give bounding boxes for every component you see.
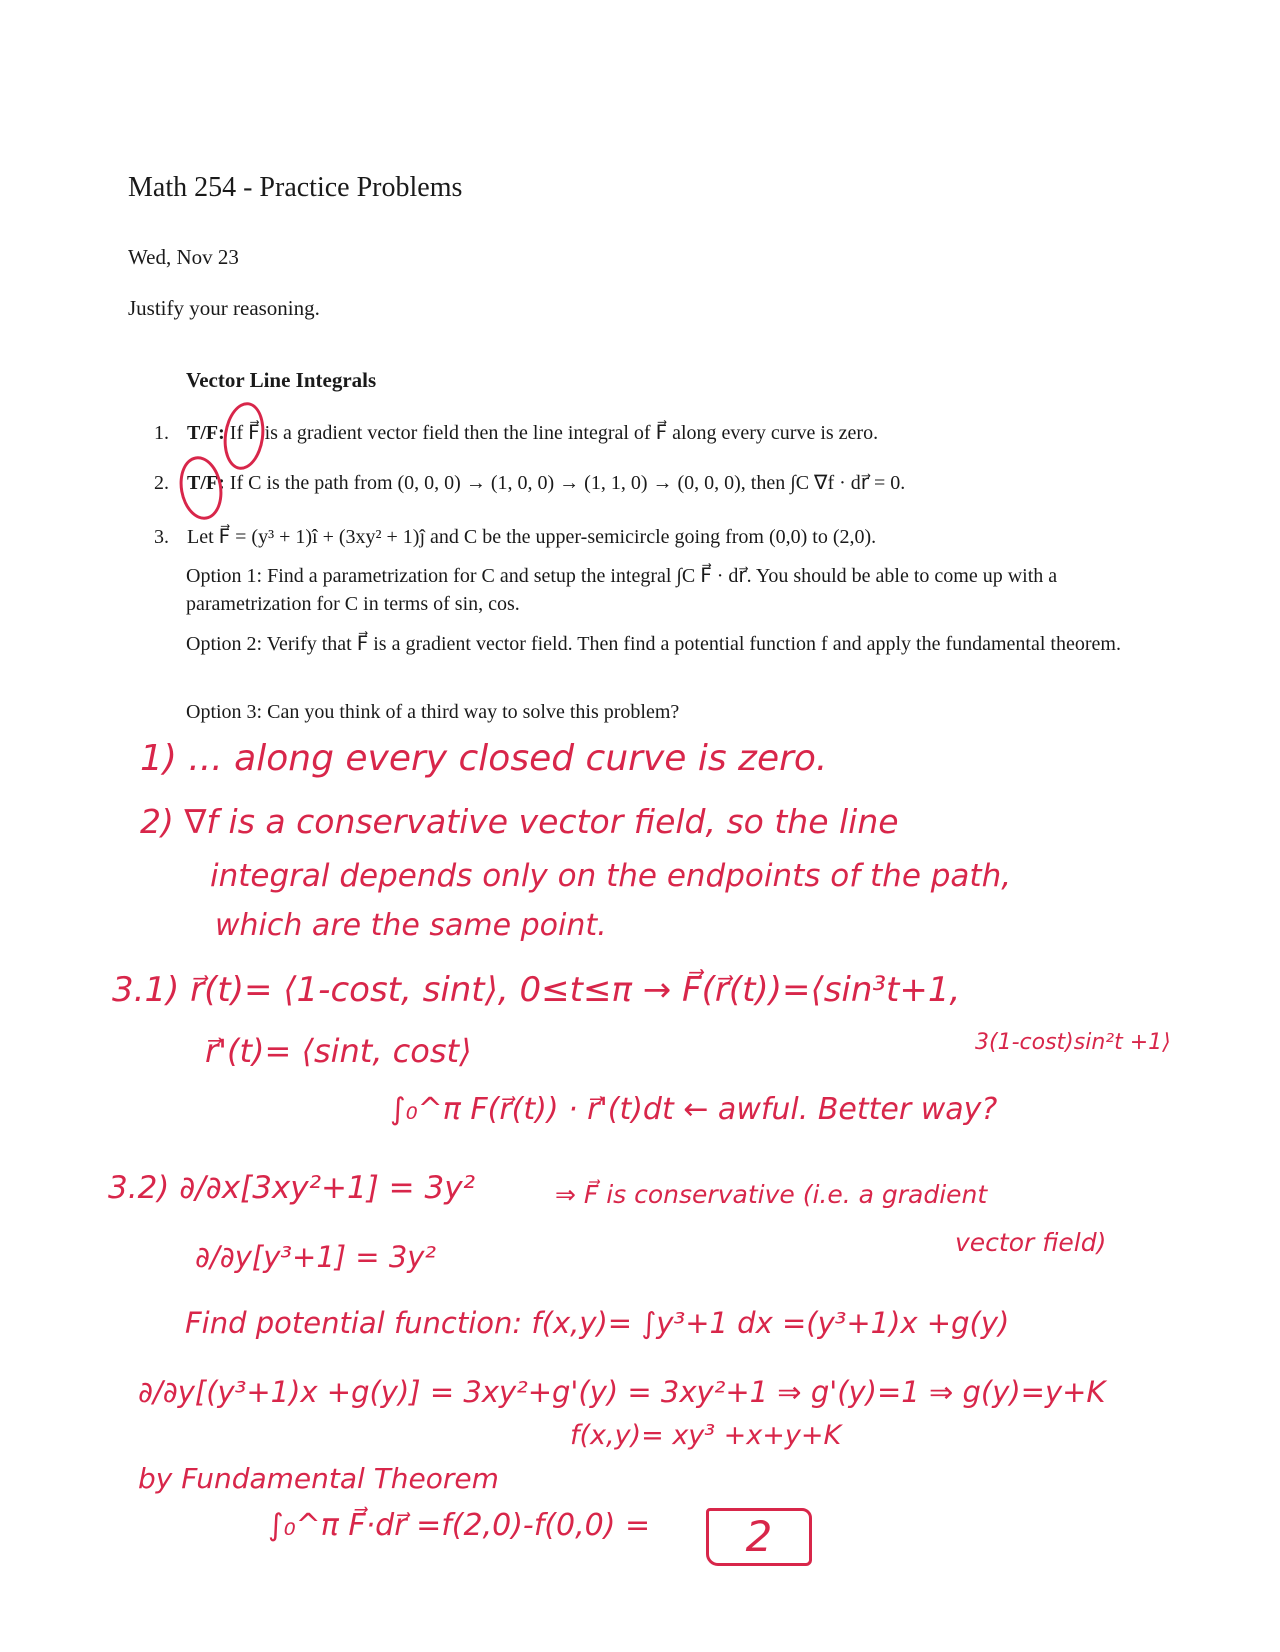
potential-result: f(x,y)= xy³ +x+y+K xyxy=(570,1420,842,1451)
true-circle-mark xyxy=(175,453,227,523)
answer-3-2-conclusion: ⇒ F⃗ is conservative (i.e. a gradient xyxy=(555,1180,988,1209)
problem-2 xyxy=(154,470,905,495)
true-false-label: T/F: xyxy=(187,422,225,444)
problem-number: 1. xyxy=(154,422,169,444)
page-title: Math 254 - Practice Problems xyxy=(128,172,463,203)
problem-number: 2. xyxy=(154,472,169,494)
option-2: Option 2: Verify that F⃗ is a gradient vector field. Then find a potential function f and apply the fundamental theorem. xyxy=(186,633,1121,655)
answer-3-2-conclusion-cont: vector field) xyxy=(955,1228,1107,1257)
problem-text: Let F⃗ = (y³ + 1)î + (3xy² + 1)ĵ and C be the upper-semicircle going from (0,0) to (2,0). xyxy=(187,526,877,548)
answer-3-2-line-1: 3.2) ∂/∂x[3xy²+1] = 3y² xyxy=(108,1170,476,1206)
date-line: Wed, Nov 23 xyxy=(128,245,239,269)
option-1: Option 1: Find a parametrization for C and setup the integral ∫C F⃗ · dr⃗. You should be able to come up with a parametrization for C in terms of sin, cos. xyxy=(186,565,1058,615)
derivative-check-line: ∂/∂y[(y³+1)x +g(y)] = 3xy²+g'(y) = 3xy²+1 ⇒ g'(y)=1 ⇒ g(y)=y+K xyxy=(138,1375,1106,1409)
answer-3-1-line-3: r⃗'(t)= ⟨sint, cost⟩ xyxy=(205,1032,472,1070)
answer-1: 1) ... along every closed curve is zero. xyxy=(140,738,828,779)
false-circle-mark xyxy=(219,400,268,473)
answer-2-line-1: 2) ∇f is a conservative vector field, so the line xyxy=(140,802,899,841)
problem-3 xyxy=(154,524,876,549)
answer-2-line-3: which are the same point. xyxy=(215,908,607,943)
problem-text: If F⃗ is a gradient vector field then the line integral of F⃗ along every curve is zero. xyxy=(229,422,879,444)
true-false-label: T/F: xyxy=(187,472,225,494)
potential-function-line: Find potential function: f(x,y)= ∫y³+1 dx =(y³+1)x +g(y) xyxy=(185,1306,1010,1340)
answer-3-1-line-4: ∫₀^π F(r⃗(t)) · r⃗'(t)dt ← awful. Better way? xyxy=(390,1092,998,1127)
answer-3-1-line-1: 3.1) r⃗(t)= ⟨1-cost, sint⟩, 0≤t≤π → F⃗(r⃗(t))=⟨sin³t+1, xyxy=(112,970,961,1010)
final-integral-line: ∫₀^π F⃗·dr⃗ =f(2,0)-f(0,0) = xyxy=(268,1508,651,1543)
answer-2-line-2: integral depends only on the endpoints of the path, xyxy=(210,858,1012,894)
fundamental-theorem-label: by Fundamental Theorem xyxy=(138,1462,499,1495)
answer-3-2-line-2: ∂/∂y[y³+1] = 3y² xyxy=(195,1240,437,1274)
answer-3-1-line-2: 3(1-cost)sin²t +1⟩ xyxy=(975,1030,1171,1055)
boxed-answer: 2 xyxy=(706,1508,812,1566)
problem-number: 3. xyxy=(154,526,169,548)
option-3: Option 3: Can you think of a third way to solve this problem? xyxy=(186,701,680,723)
instructions: Justify your reasoning. xyxy=(128,296,320,320)
problem-text: If C is the path from (0, 0, 0) → (1, 0, 0) → (1, 1, 0) → (0, 0, 0), then ∫C ∇f · dr⃗ = 0. xyxy=(229,472,906,494)
section-heading: Vector Line Integrals xyxy=(186,368,377,392)
